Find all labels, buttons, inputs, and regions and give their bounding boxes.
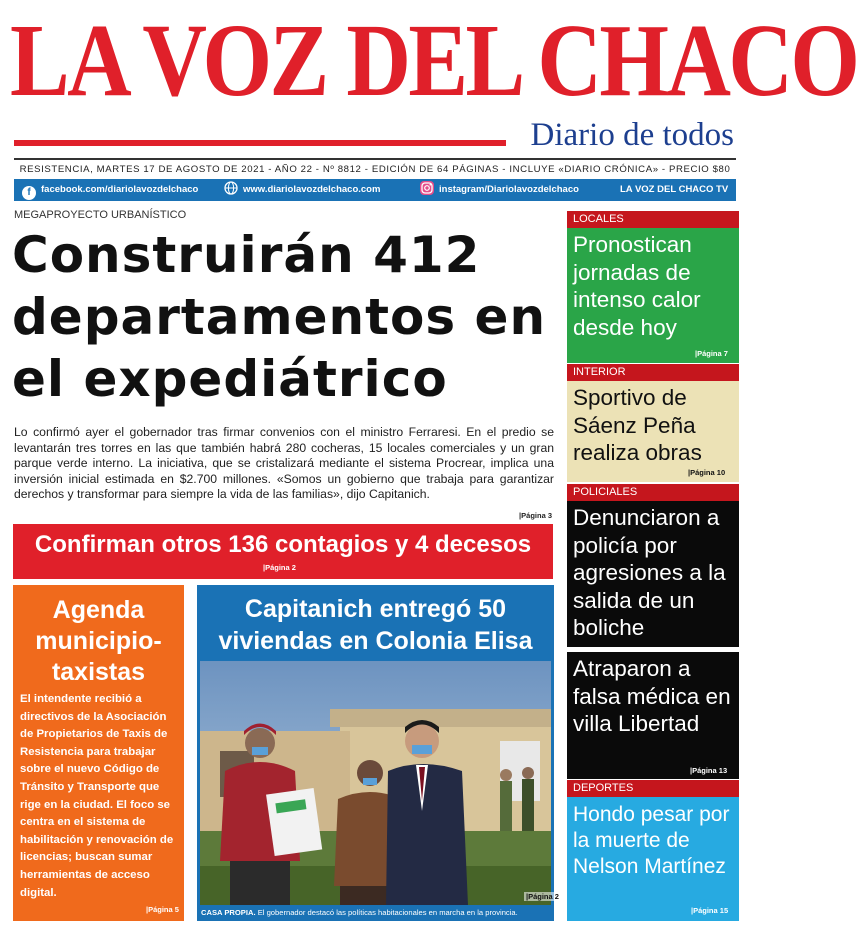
sidebar-story-policiales-2[interactable] bbox=[567, 652, 739, 779]
section-label-locales: LOCALES bbox=[567, 211, 739, 228]
social-facebook[interactable] bbox=[22, 179, 198, 201]
covid-page-ref: |Página 2 bbox=[263, 563, 296, 572]
taxi-headline: Agenda municipio-taxistas bbox=[35, 596, 162, 686]
main-body: Lo confirmó ayer el gobernador tras firmar convenios con el ministro Ferraresi. En el predio se levantarán tres torres en las que también habrá 280 cocheras, 15 locales comerciales y un gran parque verde interno. La iniciativa, que se cristalizará mediante el sistema Procrear, implica una inversión inicial estimada en $2.700 millones. «Somos un gobierno que trabaja para garantizar derechos y transformar para siempre la vida de las familias», dijo Capitanich. bbox=[14, 425, 554, 502]
social-instagram-text: instagram/Diariolavozdelchaco bbox=[439, 184, 579, 195]
section-label-interior: INTERIOR bbox=[567, 364, 739, 381]
caption-text: El gobernador destacó las políticas habitacionales en marcha en la provincia. bbox=[257, 908, 518, 917]
section-label-deportes: DEPORTES bbox=[567, 780, 739, 797]
photo-caption bbox=[201, 906, 551, 920]
globe-icon bbox=[224, 181, 238, 195]
housing-headline: Capitanich entregó 50 viviendas en Colonia Elisa bbox=[218, 595, 533, 655]
sidebar-headline: Hondo pesar por la muerte de Nelson Martínez bbox=[573, 803, 730, 878]
sidebar-page-ref: |Página 15 bbox=[691, 906, 729, 915]
covid-banner[interactable] bbox=[13, 524, 553, 579]
sidebar-story-locales[interactable] bbox=[567, 228, 739, 363]
sidebar-page-ref: |Página 13 bbox=[690, 766, 728, 775]
section-label-policiales: POLICIALES bbox=[567, 484, 739, 501]
masthead-title: LA VOZ DEL CHACO bbox=[10, 3, 857, 118]
social-web[interactable] bbox=[224, 179, 380, 201]
sidebar-story-interior[interactable] bbox=[567, 381, 739, 482]
main-page-ref: |Página 3 bbox=[519, 511, 552, 520]
main-headline[interactable]: Construirán 412 departamentos en el expediátrico bbox=[12, 226, 547, 408]
dateline: RESISTENCIA, MARTES 17 DE AGOSTO DE 2021 - AÑO 22 - Nº 8812 - EDICIÓN DE 64 PÁGINAS - INCLUYE «DIARIO CRÓNICA» - PRECIO $80 bbox=[19, 164, 731, 175]
instagram-icon bbox=[420, 181, 434, 195]
social-facebook-text: facebook.com/diariolavozdelchaco bbox=[41, 184, 199, 195]
main-kicker: MEGAPROYECTO URBANÍSTICO bbox=[14, 209, 187, 221]
sidebar-headline: Pronostican jornadas de intenso calor desde hoy bbox=[573, 232, 701, 340]
caption-label: CASA PROPIA. bbox=[201, 908, 256, 917]
social-web-text: www.diariolavozdelchaco.com bbox=[243, 184, 381, 195]
sidebar-story-deportes[interactable] bbox=[567, 797, 739, 921]
taxi-page-ref: |Página 5 bbox=[146, 905, 179, 914]
facebook-icon: f bbox=[22, 186, 36, 200]
sidebar-page-ref: |Página 7 bbox=[695, 349, 728, 358]
housing-photo bbox=[200, 661, 551, 905]
housing-story-box[interactable] bbox=[197, 585, 559, 921]
sidebar-headline: Sportivo de Sáenz Peña realiza obras bbox=[573, 385, 702, 465]
sidebar-story-policiales[interactable] bbox=[567, 501, 739, 647]
sidebar-headline: Denunciaron a policía por agresiones a la salida de un boliche bbox=[573, 505, 726, 640]
dateline-rule bbox=[14, 158, 736, 160]
social-tv[interactable]: LA VOZ DEL CHACO TV bbox=[620, 184, 729, 195]
taxi-body: El intendente recibió a directivos de la Asociación de Propietarios de Taxis de Resistencia para trabajar sobre el nuevo Código de Tránsito y Transporte que rige en la ciudad. El foco se centra en el sistema de habilitación y renovación de licencias; buscan sumar herramientas de acceso digital. bbox=[20, 693, 174, 899]
sidebar-page-ref: |Página 10 bbox=[688, 468, 726, 477]
housing-page-ref: |Página 2 bbox=[526, 892, 559, 901]
social-instagram[interactable] bbox=[420, 179, 579, 201]
masthead-red-rule bbox=[14, 140, 506, 146]
masthead-tagline: Diario de todos bbox=[530, 117, 734, 153]
taxi-story-box[interactable] bbox=[13, 585, 184, 921]
covid-headline: Confirman otros 136 contagios y 4 decesos bbox=[34, 531, 532, 558]
sidebar-headline: Atraparon a falsa médica en villa Libertad bbox=[573, 656, 731, 736]
social-bar bbox=[14, 179, 736, 201]
